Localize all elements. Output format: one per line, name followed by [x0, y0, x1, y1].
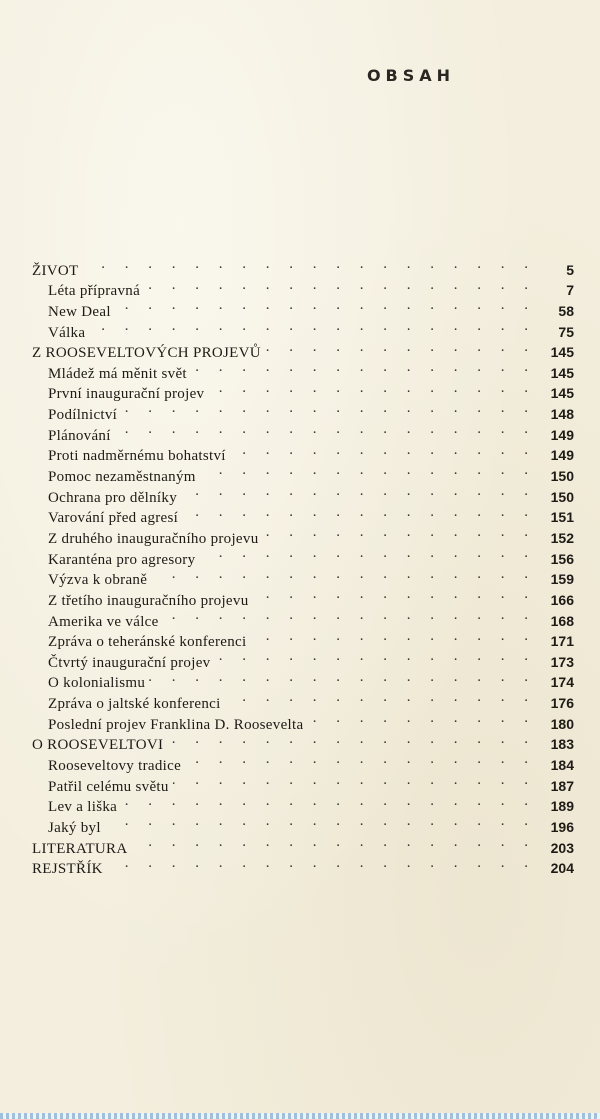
- toc-entry-title: Válka: [48, 324, 86, 341]
- toc-entry-title: Mládež má měnit svět: [48, 365, 187, 382]
- toc-entry-page-number: 58: [558, 302, 574, 319]
- toc-entry-title: REJSTŘÍK: [32, 861, 103, 878]
- dot-leader: [185, 749, 536, 770]
- toc-entry-title: Zpráva o teheránské konferenci: [48, 634, 247, 651]
- toc-entry-page-number: 204: [550, 860, 574, 877]
- toc-entry: [32, 440, 574, 465]
- toc-entry-title: Z ROOSEVELTOVÝCH PROJEVŮ: [32, 345, 261, 362]
- toc-entry-page-number: 7: [566, 282, 574, 299]
- toc-entry-title: Amerika ve válce: [48, 613, 159, 630]
- toc-entry-title: ŽIVOT: [32, 262, 79, 279]
- toc-entry-title: Z třetího inauguračního projevu: [48, 592, 249, 609]
- toc-entry-title: Ochrana pro dělníky: [48, 489, 177, 506]
- toc-entry-title: Výzva k obraně: [48, 572, 148, 589]
- toc-entry: [32, 337, 574, 362]
- dot-leader: [199, 543, 536, 564]
- toc-entry-title: Proti nadměrnému bohatství: [48, 448, 226, 465]
- toc-entry-title: O kolonialismu: [48, 675, 146, 692]
- table-of-contents: [32, 254, 574, 878]
- dot-leader: [191, 357, 536, 378]
- toc-entry-title: Podílnictví: [48, 407, 118, 424]
- toc-entry-page-number: 196: [550, 818, 574, 835]
- contents-heading: OBSAH: [366, 66, 456, 85]
- dot-leader: [208, 378, 536, 399]
- toc-entry-title: O ROOSEVELTOVI: [32, 737, 164, 754]
- toc-entry-page-number: 148: [550, 406, 574, 423]
- toc-entry-title: Plánování: [48, 427, 111, 444]
- toc-entry-page-number: 203: [550, 839, 574, 856]
- toc-entry-page-number: 150: [550, 488, 574, 505]
- toc-entry-page-number: 145: [550, 385, 574, 402]
- toc-entry: [32, 832, 574, 857]
- dot-leader: [144, 275, 536, 296]
- toc-entry-page-number: 180: [550, 715, 574, 732]
- dot-leader: [115, 419, 536, 440]
- toc-entry-page-number: 176: [550, 695, 574, 712]
- dot-leader: [121, 791, 536, 812]
- dot-leader: [214, 646, 536, 667]
- toc-entry-title: Pomoc nezaměstnaným: [48, 469, 196, 486]
- toc-entry-page-number: 159: [550, 571, 574, 588]
- toc-entry-page-number: 150: [550, 468, 574, 485]
- dot-leader: [173, 770, 536, 791]
- toc-entry-page-number: 173: [550, 653, 574, 670]
- toc-entry-page-number: 145: [550, 364, 574, 381]
- dot-leader: [83, 254, 537, 275]
- toc-entry-title: Léta přípravná: [48, 283, 141, 300]
- toc-entry-page-number: 183: [550, 736, 574, 753]
- toc-entry-page-number: 145: [550, 344, 574, 361]
- toc-entry-title: Z druhého inauguračního projevu: [48, 530, 259, 547]
- dot-leader: [251, 626, 537, 647]
- dot-leader: [163, 605, 536, 626]
- toc-entry-title: Patřil celému světu: [48, 778, 169, 795]
- toc-entry: [32, 254, 574, 279]
- toc-entry-title: Zpráva o jaltské konferenci: [48, 696, 221, 713]
- toc-entry-title: První inaugurační projev: [48, 386, 205, 403]
- dot-leader: [151, 564, 536, 585]
- toc-entry-page-number: 184: [550, 757, 574, 774]
- toc-entry-title: Poslední projev Franklina D. Roosevelta: [48, 716, 304, 733]
- dot-leader: [121, 398, 536, 419]
- dot-leader: [263, 522, 537, 543]
- dot-leader: [105, 811, 536, 832]
- toc-entry: [32, 853, 574, 878]
- toc-entry-page-number: 187: [550, 777, 574, 794]
- dot-leader: [182, 502, 536, 523]
- dot-leader: [253, 584, 537, 605]
- toc-entry-page-number: 156: [550, 550, 574, 567]
- toc-entry: [32, 275, 574, 300]
- toc-entry-page-number: 189: [550, 798, 574, 815]
- toc-entry-page-number: 5: [566, 261, 574, 278]
- dot-leader: [307, 708, 536, 729]
- dot-leader: [181, 481, 536, 502]
- dot-leader: [225, 687, 536, 708]
- toc-entry-title: Čtvrtý inaugurační projev: [48, 654, 211, 671]
- dot-leader: [132, 832, 537, 853]
- toc-entry-page-number: 152: [550, 529, 574, 546]
- dot-leader: [107, 853, 536, 874]
- toc-entry-title: Lev a liška: [48, 799, 118, 816]
- toc-entry-title: Karanténa pro agresory: [48, 551, 196, 568]
- toc-entry-page-number: 171: [550, 633, 574, 650]
- toc-entry-page-number: 149: [550, 426, 574, 443]
- dot-leader: [89, 316, 536, 337]
- dot-leader: [200, 460, 536, 481]
- toc-entry-page-number: 166: [550, 591, 574, 608]
- toc-entry-page-number: 151: [550, 509, 574, 526]
- toc-entry-title: Varování před agresí: [48, 510, 179, 527]
- toc-entry: [32, 811, 574, 836]
- toc-entry-title: New Deal: [48, 303, 111, 320]
- toc-entry-title: Jaký byl: [48, 819, 101, 836]
- dot-leader: [149, 667, 536, 688]
- toc-entry-title: LITERATURA: [32, 840, 128, 857]
- toc-entry-page-number: 168: [550, 612, 574, 629]
- toc-entry-title: Rooseveltovy tradice: [48, 758, 182, 775]
- toc-entry-page-number: 75: [558, 323, 574, 340]
- dot-leader: [230, 440, 536, 461]
- toc-entry-page-number: 149: [550, 447, 574, 464]
- toc-entry: [32, 316, 574, 341]
- dot-leader: [167, 729, 536, 750]
- dot-leader: [115, 295, 536, 316]
- toc-entry-page-number: 174: [550, 674, 574, 691]
- dot-leader: [265, 337, 536, 358]
